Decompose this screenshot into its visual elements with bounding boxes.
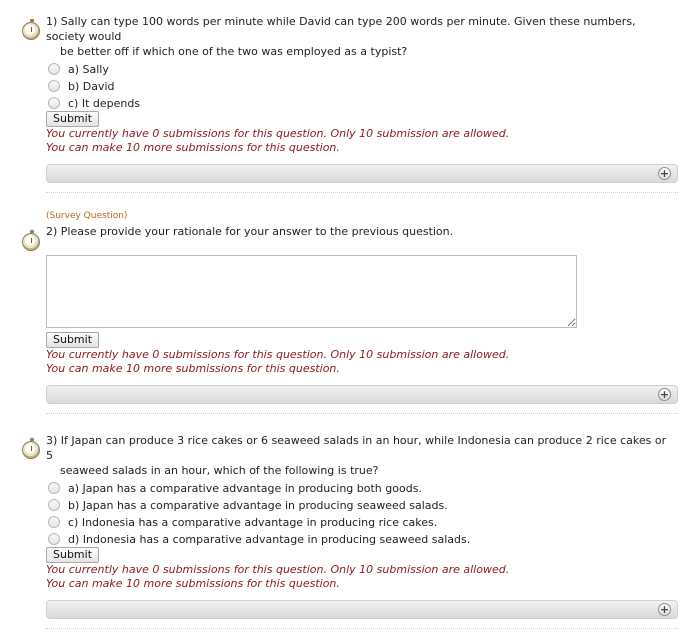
notice-line: You currently have 0 submissions for this question. Only 10 submission are allowed. (46, 348, 510, 361)
stopwatch-icon (22, 233, 40, 251)
q1-option-b[interactable] (48, 78, 115, 94)
expand-plus-icon[interactable]: + (659, 603, 670, 616)
question-1-line1: Sally can type 100 words per minute while David can type 200 words per minute. Given these numbers, society would (46, 15, 636, 43)
radio-button[interactable] (48, 97, 60, 109)
notice-line: You can make 10 more submissions for this question. (46, 362, 340, 375)
q2-submit-button[interactable]: Submit (46, 332, 99, 348)
q1-submit-button[interactable]: Submit (46, 111, 99, 127)
option-label: a) Sally (68, 62, 109, 76)
q3-submission-notice (46, 563, 509, 591)
q3-submit-button[interactable]: Submit (46, 547, 99, 563)
divider (46, 413, 678, 414)
question-2-line1: Please provide your rationale for your answer to the previous question. (60, 225, 454, 238)
q1-expand-bar[interactable] (46, 164, 678, 183)
radio-button[interactable] (48, 516, 60, 528)
divider (46, 628, 678, 629)
option-label: c) Indonesia has a comparative advantage in producing rice cakes. (68, 515, 438, 529)
q3-option-c[interactable] (48, 514, 437, 530)
option-label: a) Japan has a comparative advantage in producing both goods. (68, 481, 422, 495)
radio-button[interactable] (48, 533, 60, 545)
radio-button[interactable] (48, 63, 60, 75)
notice-line: You currently have 0 submissions for this question. Only 10 submission are allowed. (46, 127, 510, 140)
question-2-text (46, 224, 676, 239)
notice-line: You can make 10 more submissions for this question. (46, 141, 340, 154)
notice-line: You currently have 0 submissions for this question. Only 10 submission are allowed. (46, 563, 510, 576)
question-3-line1: If Japan can produce 3 rice cakes or 6 seaweed salads in an hour, while Indonesia can produce 2 rice cakes or 5 (46, 434, 667, 462)
q3-option-b[interactable] (48, 497, 448, 513)
question-1-text (46, 14, 676, 59)
expand-plus-icon[interactable]: + (659, 388, 670, 401)
stopwatch-icon (22, 441, 40, 459)
q3-option-a[interactable] (48, 480, 422, 496)
q3-expand-bar[interactable] (46, 600, 678, 619)
question-2-number: 2) (46, 225, 58, 238)
radio-button[interactable] (48, 482, 60, 494)
option-label: c) It depends (68, 96, 141, 110)
radio-button[interactable] (48, 499, 60, 511)
question-1-line2: be better off if which one of the two was employed as a typist? (60, 45, 408, 58)
stopwatch-icon (22, 22, 40, 40)
q3-option-d[interactable] (48, 531, 470, 547)
question-1-number: 1) (46, 15, 58, 28)
survey-question-label: (Survey Question) (46, 211, 128, 221)
question-3-number: 3) (46, 434, 58, 447)
option-label: b) Japan has a comparative advantage in producing seaweed salads. (68, 498, 448, 512)
option-label: d) Indonesia has a comparative advantage in producing seaweed salads. (68, 532, 471, 546)
divider (46, 192, 678, 193)
q2-answer-textarea[interactable] (46, 255, 577, 328)
q2-expand-bar[interactable] (46, 385, 678, 404)
q1-submission-notice (46, 127, 509, 155)
radio-button[interactable] (48, 80, 60, 92)
question-3-line2: seaweed salads in an hour, which of the following is true? (60, 464, 379, 477)
q1-option-c[interactable] (48, 95, 140, 111)
expand-plus-icon[interactable]: + (659, 167, 670, 180)
notice-line: You can make 10 more submissions for this question. (46, 577, 340, 590)
q1-option-a[interactable] (48, 61, 109, 77)
question-3-text (46, 433, 676, 478)
option-label: b) David (68, 79, 115, 93)
q2-submission-notice (46, 348, 509, 376)
